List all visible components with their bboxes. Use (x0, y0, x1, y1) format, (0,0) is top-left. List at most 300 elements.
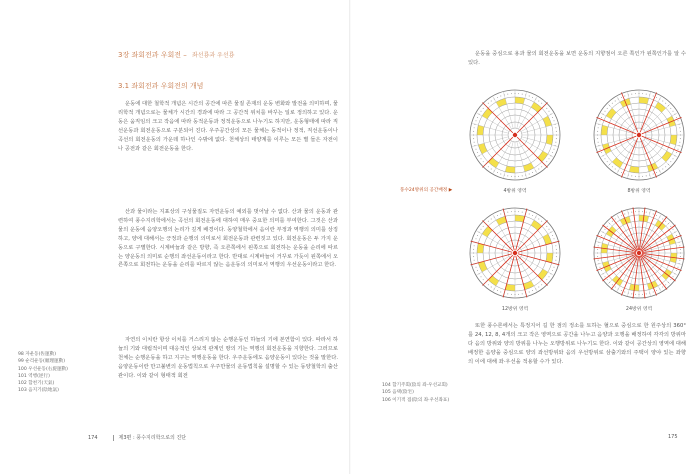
compass-tick (541, 284, 542, 285)
compass-tick (483, 161, 484, 162)
compass-tick (603, 273, 604, 274)
compass-tick (601, 270, 602, 271)
compass-tick (598, 263, 599, 264)
compass-tick (477, 152, 478, 153)
compass-tick (601, 235, 602, 236)
compass-tick (554, 267, 555, 268)
compass-tick (522, 175, 523, 176)
footnote: 106 이기적 접(陰의 좌·우선좌표) (382, 397, 450, 403)
compass-tick (544, 164, 545, 165)
compass-tick (662, 287, 663, 288)
compass-sector-divider (633, 256, 639, 299)
compass-tick (473, 249, 474, 250)
compass-tick (673, 229, 674, 230)
compass-tick (511, 176, 512, 177)
compass-tick (605, 276, 606, 277)
compass-tick (529, 214, 530, 215)
compass-tick (598, 127, 599, 128)
compass-tick (550, 114, 551, 115)
compass-tick (598, 145, 599, 146)
compass-center (513, 133, 517, 137)
compass-tick (598, 260, 599, 261)
compass-tick (476, 267, 477, 268)
compass-tick (479, 114, 480, 115)
compass-tick (476, 149, 477, 150)
compass-tick (511, 93, 512, 94)
compass-tick (659, 170, 660, 171)
compass-tick (603, 232, 604, 233)
compass-tick (541, 166, 542, 167)
compass-tick (507, 293, 508, 294)
compass-tick (511, 294, 512, 295)
figure-caption-24: 24방위 영역 (625, 307, 653, 312)
compass-tick (555, 242, 556, 243)
compass-tick (598, 242, 599, 243)
compass-tick (653, 214, 654, 215)
compass-tick (612, 221, 613, 222)
compass-tick (662, 219, 663, 220)
compass-tick (642, 211, 643, 212)
compass-tick (598, 124, 599, 125)
compass-tick (497, 215, 498, 216)
compass-tick (642, 93, 643, 94)
compass-tick (544, 105, 545, 106)
page-number-right: 175 (668, 434, 678, 440)
compass-tick (549, 276, 550, 277)
compass-tick (541, 221, 542, 222)
compass-tick (653, 292, 654, 293)
compass-tick (473, 138, 474, 139)
compass-tick (642, 294, 643, 295)
compass-tick (662, 101, 663, 102)
compass-tick (483, 279, 484, 280)
compass-tick (665, 284, 666, 285)
compass-tick (538, 101, 539, 102)
compass-tick (673, 111, 674, 112)
compass-tick (550, 273, 551, 274)
compass-tick (535, 288, 536, 289)
compass-sector-divider (642, 253, 685, 259)
compass-tick (529, 96, 530, 97)
compass-tick (621, 97, 622, 98)
left-footer (88, 434, 186, 441)
compass-tick (621, 215, 622, 216)
compass-tick (515, 294, 516, 295)
compass-tick (628, 212, 629, 213)
compass-tick (674, 114, 675, 115)
compass-tick (549, 158, 550, 159)
compass-tick (639, 211, 640, 212)
compass-tick (485, 223, 486, 224)
compass-tick (555, 142, 556, 143)
compass-tick (485, 282, 486, 283)
compass-tick (624, 96, 625, 97)
compass-tick (678, 267, 679, 268)
compass-tick (476, 238, 477, 239)
compass-tick (603, 114, 604, 115)
compass-diagram-4 (468, 88, 562, 182)
compass-tick (504, 293, 505, 294)
compass-tick (612, 103, 613, 104)
compass-tick (546, 108, 547, 109)
figure-caption-4: 4방위 영역 (503, 189, 527, 194)
compass-tick (500, 174, 501, 175)
compass-tick (491, 101, 492, 102)
compass-tick (504, 212, 505, 213)
footnotes-left (18, 351, 68, 395)
compass-tick (668, 105, 669, 106)
compass-tick (507, 94, 508, 95)
compass-tick (518, 176, 519, 177)
compass-tick (554, 120, 555, 121)
compass-tick (639, 294, 640, 295)
compass-tick (605, 229, 606, 230)
compass-tick (656, 97, 657, 98)
compass-tick (518, 211, 519, 212)
compass-tick (481, 158, 482, 159)
footnote: 99 순리운동(順理運動) (18, 359, 66, 365)
compass-tick (515, 211, 516, 212)
compass-tick (635, 176, 636, 177)
compass-tick (500, 214, 501, 215)
compass-tick (546, 226, 547, 227)
main-figure-caption: 풍수24방위의 공간배정 ▶ (400, 188, 453, 193)
compass-tick (600, 120, 601, 121)
compass-tick (473, 253, 474, 254)
footnote: 100 우선운동(右旋運動) (18, 366, 68, 372)
compass-tick (532, 97, 533, 98)
compass-tick (598, 245, 599, 246)
compass-tick (656, 290, 657, 291)
compass-tick (532, 172, 533, 173)
compass-tick (597, 249, 598, 250)
compass-tick (621, 290, 622, 291)
compass-tick (600, 149, 601, 150)
compass-tick (639, 176, 640, 177)
compass-tick (555, 124, 556, 125)
compass-tick (659, 288, 660, 289)
compass-tick (668, 164, 669, 165)
compass-tick (628, 293, 629, 294)
compass-tick (522, 94, 523, 95)
compass-tick (615, 169, 616, 170)
compass-tick (676, 117, 677, 118)
compass-tick (674, 232, 675, 233)
compass-tick (515, 176, 516, 177)
compass-tick (538, 219, 539, 220)
compass-tick (607, 161, 608, 162)
compass-tick (670, 108, 671, 109)
paragraph-top: 운동을 중심으로 용과 물의 회전운동을 보면 운동의 지향점이 오른 쪽인가 왼쪽인가를 알 수 있다. (468, 51, 686, 66)
compass-sector-divider (593, 253, 636, 259)
compass-center (637, 133, 641, 137)
compass-tick (662, 169, 663, 170)
compass-tick (494, 99, 495, 100)
compass-tick (642, 176, 643, 177)
compass-tick (500, 292, 501, 293)
compass-tick (670, 161, 671, 162)
compass-tick (628, 94, 629, 95)
compass-tick (473, 256, 474, 257)
compass-tick (549, 111, 550, 112)
footnote: 103 음지기(陰地氣) (18, 388, 59, 394)
compass-tick (665, 103, 666, 104)
compass-tick (488, 103, 489, 104)
compass-tick (497, 290, 498, 291)
compass-tick (631, 175, 632, 176)
compass-tick (481, 111, 482, 112)
compass-tick (679, 260, 680, 261)
compass-tick (656, 172, 657, 173)
compass-tick (674, 273, 675, 274)
compass-tick (538, 169, 539, 170)
compass-tick (474, 127, 475, 128)
compass-tick (546, 161, 547, 162)
compass-tick (549, 229, 550, 230)
compass-tick (535, 99, 536, 100)
compass-tick (597, 138, 598, 139)
compass-tick (556, 253, 557, 254)
chapter-heading: 3장 좌회전과 우회전 – 좌선룡과 우선룡 (118, 51, 235, 59)
compass-tick (609, 282, 610, 283)
compass-tick (525, 293, 526, 294)
compass-tick (631, 212, 632, 213)
compass-tick (607, 279, 608, 280)
compass-tick (679, 145, 680, 146)
compass-tick (556, 135, 557, 136)
compass-tick (670, 279, 671, 280)
compass-tick (597, 256, 598, 257)
compass-tick (618, 288, 619, 289)
section-heading: 3.1 좌회전과 우회전의 개념 (118, 82, 204, 90)
footnote: 98 자운동(佐運動) (18, 352, 56, 357)
compass-diagram-12 (468, 206, 562, 300)
compass-tick (555, 245, 556, 246)
compass-tick (522, 212, 523, 213)
compass-tick (555, 263, 556, 264)
compass-tick (532, 215, 533, 216)
compass-tick (624, 174, 625, 175)
compass-tick (609, 164, 610, 165)
compass-tick (676, 270, 677, 271)
compass-tick (600, 267, 601, 268)
compass-tick (555, 145, 556, 146)
compass-tick (477, 235, 478, 236)
compass-sector-divider (639, 256, 645, 299)
compass-tick (494, 217, 495, 218)
compass-tick (670, 226, 671, 227)
compass-tick (491, 287, 492, 288)
compass-tick (485, 105, 486, 106)
compass-tick (529, 174, 530, 175)
compass-tick (659, 217, 660, 218)
compass-tick (628, 175, 629, 176)
compass-tick (546, 279, 547, 280)
compass-tick (474, 245, 475, 246)
compass-tick (494, 288, 495, 289)
compass-tick (504, 94, 505, 95)
paragraph-bottom: 또한 풍수론에서는 특정지어 길 한 점의 정소를 토하는 혈으로 중심으로 한 원주상의 360°를 24, 12, 8, 4개의 크고 작은 영역으로 공간을 나누고 음양과 오행을 배정하여 각각의 방위마다 음의 방위와 양의 방위를 나누는 오행방위로 나누기도 한다. 이와 같이 공간상의 영역에 대해 배정한 음양을 중심으로 양의 좌선방위와 음의 우선방위로 삼출기와의 주택이 양야 있는 좌향의 이에 대해 좌·우선을 적용할 수가 있다. (468, 323, 687, 365)
compass-tick (555, 127, 556, 128)
compass-tick (476, 120, 477, 121)
right-page (350, 0, 700, 474)
compass-tick (474, 260, 475, 261)
compass-diagram-24 (592, 206, 686, 300)
compass-tick (474, 145, 475, 146)
compass-tick (544, 223, 545, 224)
compass-tick (603, 155, 604, 156)
compass-tick (639, 93, 640, 94)
compass-tick (485, 164, 486, 165)
compass-tick (649, 293, 650, 294)
footnote: 102 합천기(天氣) (18, 381, 55, 387)
compass-tick (618, 217, 619, 218)
compass-tick (624, 214, 625, 215)
compass-tick (631, 293, 632, 294)
compass-tick (525, 175, 526, 176)
compass-tick (511, 211, 512, 212)
compass-tick (552, 152, 553, 153)
compass-tick (554, 238, 555, 239)
compass-tick (491, 219, 492, 220)
compass-tick (529, 292, 530, 293)
compass-tick (624, 292, 625, 293)
compass-tick (607, 108, 608, 109)
compass-tick (649, 212, 650, 213)
compass-tick (488, 284, 489, 285)
compass-tick (674, 155, 675, 156)
compass-tick (550, 155, 551, 156)
compass-tick (474, 124, 475, 125)
compass-tick (631, 94, 632, 95)
figure-caption-8: 8방위 영역 (627, 189, 651, 194)
paragraph-1: 운동에 대한 철학적 개념은 시간의 공간에 따른 물질 존재의 운동 변화와 발전을 의미하며, 물리학적 개념으로는 물체가 시간의 경과에 따라 그 공간적 위치를 바꾸는 일로 정의하고 있다. 운동은 움직임의 크고 작음에 따라 동적운동과 정적운동으로 나누기도 하지만, 운동형태에 따라 직선운동과 회전운동으로 구분되어 진다. 우주공간상의 모든 물체는 동적이나 정적, 직선운동이나 곡선의 회전운동의 가운데 하나인 수밖에 없다. 천체상의 태양계를 이루는 모든 별 들은 자전이나 공전과 같은 회전운동을 한다. (118, 101, 338, 152)
compass-tick (600, 238, 601, 239)
compass-center (637, 251, 641, 255)
compass-tick (556, 249, 557, 250)
compass-tick (538, 287, 539, 288)
compass-tick (678, 120, 679, 121)
compass-tick (656, 215, 657, 216)
compass-tick (646, 212, 647, 213)
compass-tick (615, 101, 616, 102)
compass-tick (597, 253, 598, 254)
compass-tick (500, 96, 501, 97)
compass-diagram-8 (592, 88, 686, 182)
compass-tick (598, 142, 599, 143)
footnote: 101 역행(逆行) (18, 373, 50, 379)
paragraph-2: 산과 물이라는 지표상의 구성물질도 자연운동의 예외를 벗어날 수 없다. 산과 물의 운동과 관련하여 풍수지리학에서는 곡선의 회전운동에 대하여 매우 중요한 의미를 부여한다. 그것은 산과 물의 운동에 음양오행의 논리가 깊게 배경이다. 동양철학에서 음이란 부정과 역행의 의미를 상징하고, 양에 대해서는 긍정과 순행의 의미로서 회전운동과 관련짓고 있다. 회전운동은 두 가지 운동으로 구별한다. 시계바늘과 같은 방향, 즉 오른쪽에서 왼쪽으로 회전하는 운동을 순리에 따르는 양운동의 의미로 순행의 좌선운동이라고 한다. 반대로 시계바늘이 거꾸로 가듯이 왼쪽에서 오른쪽으로 회전하는 운동을 순리를 따르지 않는 음운동의 의미로서 역행의 우선운동이라고 한다. (118, 209, 338, 269)
compass-tick (676, 235, 677, 236)
compass-tick (680, 131, 681, 132)
paragraph-3: 자연의 이치란 항상 이치를 거스리지 않는 순행운동인 하늘의 기에 본연함이 있다. 따라서 하늘의 기와 대립적이며 대응적인 상보적 관계인 땅의 기는 역행의 회전운동을 지향한다. 그러므로 천체는 순행운동을 하고 지구는 역행운동을 한다. 우주운동에도 음양운동이 있다는 것을 말한다. 음양운동이란 만고불변의 운동법칙으로 우주만물의 운동법칙을 설명할 수 있는 동양철학의 출산관이다. 이와 같이 형태적 회전 (118, 337, 338, 379)
compass-tick (474, 242, 475, 243)
compass-tick (483, 108, 484, 109)
compass-tick (668, 223, 669, 224)
chapter-subtitle: 좌선룡과 우선룡 (191, 52, 235, 59)
compass-tick (680, 138, 681, 139)
compass-tick (679, 142, 680, 143)
compass-tick (525, 212, 526, 213)
compass-tick (673, 158, 674, 159)
compass-tick (665, 166, 666, 167)
compass-tick (668, 282, 669, 283)
compass-tick (494, 170, 495, 171)
compass-tick (679, 263, 680, 264)
compass-tick (473, 135, 474, 136)
compass-tick (612, 284, 613, 285)
compass-tick (646, 293, 647, 294)
running-head: 제3편 : 풍수지리학으로의 진단 (118, 435, 187, 441)
compass-tick (479, 155, 480, 156)
compass-sector-divider (639, 207, 645, 250)
compass-tick (653, 96, 654, 97)
compass-tick (481, 229, 482, 230)
page-number-left: 174 (88, 435, 98, 441)
compass-tick (601, 152, 602, 153)
compass-tick (556, 256, 557, 257)
compass-tick (665, 221, 666, 222)
compass-tick (597, 131, 598, 132)
compass-tick (488, 166, 489, 167)
compass-tick (680, 256, 681, 257)
compass-tick (635, 294, 636, 295)
compass-tick (552, 270, 553, 271)
compass-tick (609, 223, 610, 224)
compass-tick (474, 142, 475, 143)
compass-tick (488, 221, 489, 222)
compass-tick (535, 217, 536, 218)
compass-tick (605, 158, 606, 159)
compass-sector-divider (593, 247, 636, 253)
figure-caption-12: 12방위 영역 (501, 307, 529, 312)
compass-tick (477, 117, 478, 118)
compass-tick (601, 117, 602, 118)
compass-tick (473, 131, 474, 132)
compass-tick (621, 172, 622, 173)
compass-tick (550, 232, 551, 233)
compass-tick (680, 249, 681, 250)
compass-tick (635, 211, 636, 212)
compass-tick (612, 166, 613, 167)
footnote: 105 음택(陰宅) (382, 390, 414, 396)
compass-tick (673, 276, 674, 277)
compass-tick (649, 175, 650, 176)
compass-tick (544, 282, 545, 283)
compass-tick (649, 94, 650, 95)
compass-tick (618, 170, 619, 171)
compass-tick (678, 238, 679, 239)
compass-tick (679, 127, 680, 128)
compass-tick (605, 111, 606, 112)
compass-tick (507, 212, 508, 213)
compass-tick (646, 94, 647, 95)
compass-tick (479, 232, 480, 233)
compass-center (513, 251, 517, 255)
compass-tick (479, 273, 480, 274)
compass-tick (659, 99, 660, 100)
compass-tick (518, 93, 519, 94)
compass-tick (679, 245, 680, 246)
compass-tick (680, 135, 681, 136)
compass-tick (618, 99, 619, 100)
footnotes-right (382, 382, 449, 404)
compass-tick (597, 135, 598, 136)
compass-tick (556, 138, 557, 139)
compass-tick (483, 226, 484, 227)
compass-tick (474, 263, 475, 264)
compass-tick (556, 131, 557, 132)
